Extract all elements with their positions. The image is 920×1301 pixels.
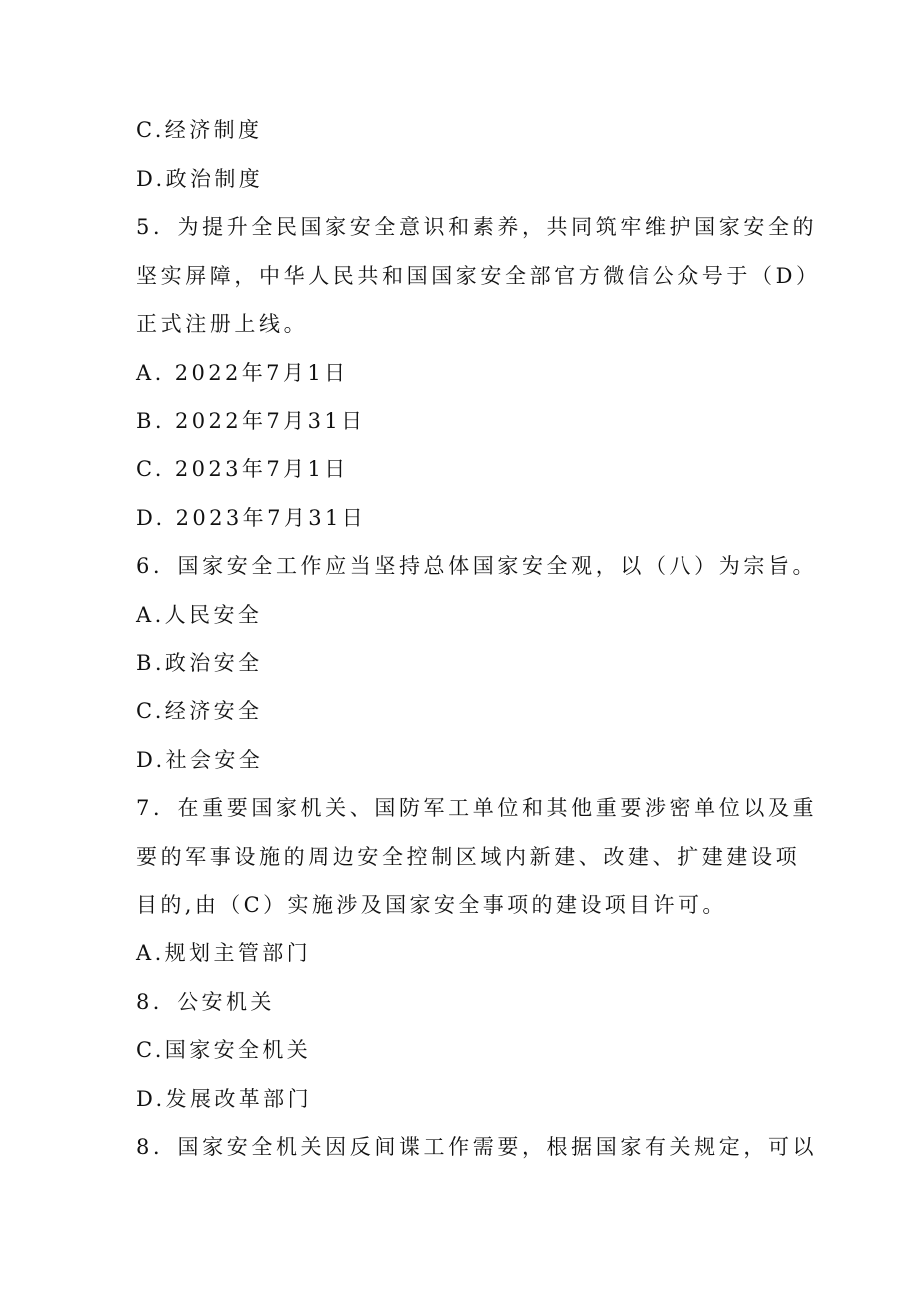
option-c-economic-system: C.经济制度 [136,118,263,142]
question-7-option-a: A.规划主管部门 [136,941,312,965]
question-5-line-3: 正式注册上线。 [136,312,309,336]
question-7-option-b: 8．公安机关 [136,990,275,1014]
question-7-line-3: 目的,由（C）实施涉及国家安全事项的建设项目许可。 [136,893,727,917]
question-6-option-c: C.经济安全 [136,699,263,723]
question-6-option-b: B.政治安全 [136,651,263,675]
question-5-option-b: B. 2022年7月31日 [136,409,366,433]
question-5-line-1: 5．为提升全民国家安全意识和素养，共同筑牢维护国家安全的 [136,215,818,239]
question-6-option-a: A.人民安全 [136,603,263,627]
question-5-option-a: A. 2022年7月1日 [136,361,349,385]
question-5-option-c: C. 2023年7月1日 [136,457,349,481]
question-7-option-d: D.发展改革部门 [136,1087,312,1111]
question-7-option-c: C.国家安全机关 [136,1038,312,1062]
question-8-line-1: 8．国家安全机关因反间谍工作需要，根据国家有关规定，可以 [136,1135,818,1159]
question-6: 6．国家安全工作应当坚持总体国家安全观，以（八）为宗旨。 [136,554,818,578]
question-7-line-2: 要的军事设施的周边安全控制区域内新建、改建、扩建建设项 [136,845,801,869]
question-7-line-1: 7．在重要国家机关、国防军工单位和其他重要涉密单位以及重 [136,796,818,820]
option-d-political-system: D.政治制度 [136,167,264,191]
question-6-option-d: D.社会安全 [136,748,264,772]
question-5-option-d: D. 2023年7月31日 [136,506,367,530]
question-5-line-2: 坚实屏障，中华人民共和国国家安全部官方微信公众号于（D） [136,264,821,288]
